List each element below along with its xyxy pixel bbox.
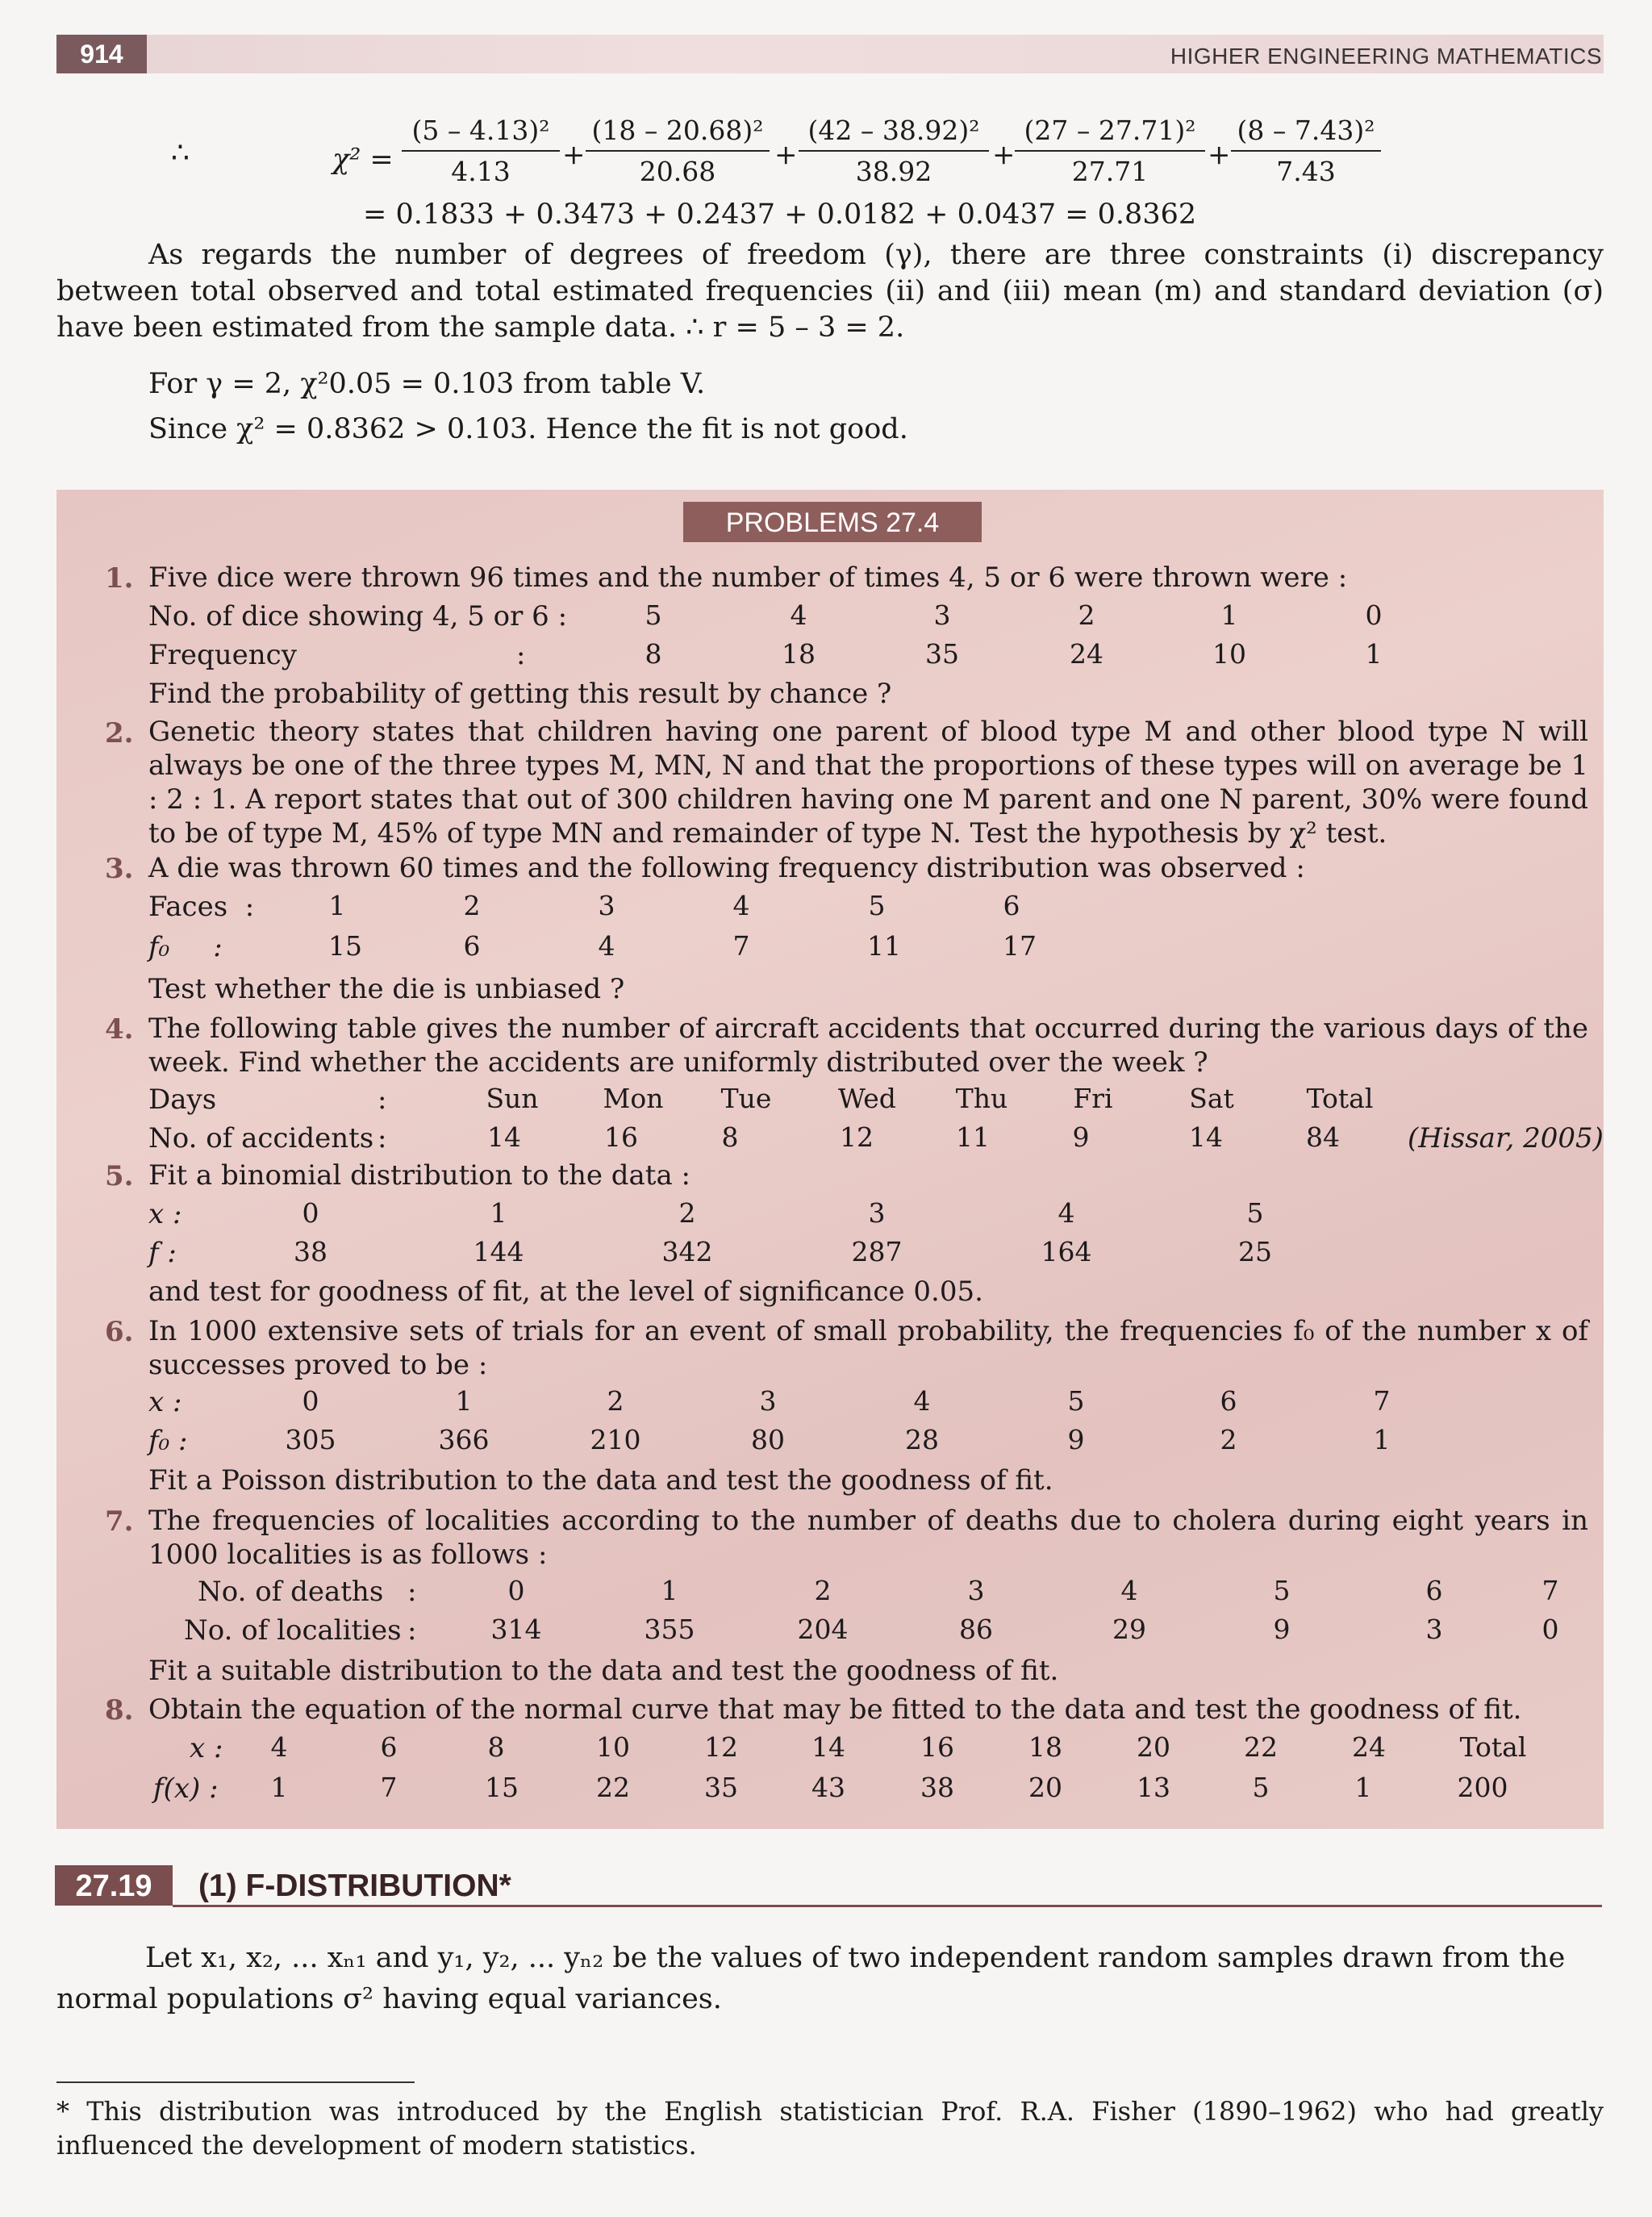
problem-question: Find the probability of getting this result by chance ?: [148, 678, 892, 710]
problem-text: Fit a binomial distribution to the data :: [148, 1159, 690, 1192]
table-cell: 18: [782, 638, 816, 670]
table-cell: 1: [1373, 1424, 1391, 1455]
table-row-label: No. of deaths: [198, 1576, 384, 1608]
table-cell: 8: [487, 1731, 505, 1763]
fraction-term-3: [799, 111, 989, 192]
section-title: (1) F-DISTRIBUTION*: [198, 1868, 511, 1903]
table-cell: 287: [851, 1236, 903, 1267]
table-cell: 24: [1070, 638, 1103, 670]
table-cell: 1: [270, 1772, 288, 1803]
table-cell: 16: [920, 1731, 954, 1763]
table-row-label: No. of dice showing 4, 5 or 6 :: [148, 600, 568, 633]
table-cell: 17: [1003, 930, 1037, 962]
fraction-numerator: (42 – 38.92)²: [799, 111, 989, 152]
table-cell: 0: [302, 1197, 319, 1229]
problems-title: PROBLEMS 27.4: [683, 502, 982, 542]
table-cell: 7: [380, 1772, 398, 1803]
problem-number: 8.: [105, 1694, 134, 1726]
table-cell: 5: [1246, 1197, 1264, 1229]
table-cell: 3: [868, 1197, 886, 1229]
table-colon: :: [516, 639, 526, 671]
table-cell: 2: [463, 890, 481, 921]
table-cell: 1: [490, 1197, 507, 1229]
table-cell: Wed: [838, 1083, 896, 1114]
table-cell: 13: [1137, 1772, 1170, 1803]
section-number: 27.19: [55, 1865, 173, 1906]
table-cell: 2: [1220, 1424, 1237, 1455]
problem-number: 5.: [105, 1160, 134, 1192]
table-row-label: No. of accidents: [148, 1122, 374, 1154]
table-cell: 18: [1028, 1731, 1062, 1763]
table-row-label: f :: [148, 1237, 177, 1269]
chi-square-lhs: χ² =: [332, 144, 394, 176]
fraction-term-4: [1015, 111, 1205, 192]
table-cell: 38: [920, 1772, 954, 1803]
table-cell: 0: [1541, 1614, 1559, 1645]
table-cell: 1: [1365, 638, 1383, 670]
table-cell: 10: [1212, 638, 1246, 670]
table-cell: 210: [590, 1424, 641, 1455]
table-cell: 2: [814, 1575, 832, 1606]
table-cell: 6: [1003, 890, 1020, 921]
table-cell: 1: [661, 1575, 678, 1606]
fraction-term-1: [402, 111, 560, 192]
for-gamma-line: For γ = 2, χ²0.05 = 0.103 from table V.: [148, 368, 706, 400]
chi-square-result: = 0.1833 + 0.3473 + 0.2437 + 0.0182 + 0.0437 = 0.8362: [363, 198, 1197, 231]
table-cell: 366: [438, 1424, 490, 1455]
fraction-numerator: (5 – 4.13)²: [402, 111, 560, 152]
table-cell: 6: [1220, 1385, 1237, 1417]
table-colon: :: [407, 1614, 417, 1647]
table-cell: 3: [598, 890, 615, 921]
problem-number: 6.: [105, 1316, 134, 1348]
fraction-denominator: 27.71: [1071, 156, 1149, 187]
table-cell: 8: [721, 1121, 739, 1153]
footnote-rule: [56, 2081, 415, 2083]
table-cell: 12: [840, 1121, 874, 1153]
table-cell: 35: [704, 1772, 738, 1803]
footnote: * This distribution was introduced by the English statistician Prof. R.A. Fisher (1890–1962) who had greatly influenced the development of modern statistics.: [56, 2096, 1604, 2161]
table-cell: 9: [1072, 1121, 1090, 1153]
table-cell: 1: [1354, 1772, 1372, 1803]
fraction-denominator: 20.68: [639, 156, 716, 187]
table-colon: :: [378, 1083, 387, 1116]
problem-number: 4.: [105, 1013, 134, 1046]
table-cell: 22: [1244, 1731, 1278, 1763]
table-cell: Fri: [1073, 1083, 1113, 1114]
table-cell: 7: [732, 930, 750, 962]
table-cell: 3: [933, 599, 951, 631]
table-cell: Total: [1459, 1731, 1527, 1763]
table-cell: 3: [759, 1385, 777, 1417]
table-row-label: Faces :: [148, 891, 255, 923]
table-cell: 5: [645, 599, 662, 631]
table-cell: 3: [967, 1575, 985, 1606]
table-cell: 314: [490, 1614, 542, 1645]
table-cell: Thu: [955, 1083, 1008, 1114]
table-cell: 7: [1541, 1575, 1559, 1606]
problem-text: A die was thrown 60 times and the following frequency distribution was observed :: [148, 852, 1305, 884]
table-cell: 4: [270, 1731, 288, 1763]
table-row-label: No. of localities: [184, 1614, 402, 1647]
table-cell: 15: [328, 930, 362, 962]
table-colon: :: [407, 1576, 417, 1608]
table-cell: 5: [868, 890, 886, 921]
table-cell: Sun: [486, 1083, 539, 1114]
table-row-label: x :: [148, 1198, 182, 1230]
table-cell: 16: [604, 1121, 638, 1153]
fraction-numerator: (18 – 20.68)²: [586, 111, 770, 152]
table-cell: 4: [598, 930, 615, 962]
table-row-label: Frequency: [148, 639, 297, 671]
table-cell: 200: [1457, 1772, 1508, 1803]
problem-text: Genetic theory states that children having one parent of blood type M and other blood type N will always be one of the three types M, MN, N and that the proportions of these types will on average be 1 : 2 : 1. A report states that out of 300 children having one M parent and one N parent, 30% were found to be of type M, 45% of type MN and remainder of type N. Test the hypothesis by χ² test.: [148, 716, 1588, 850]
table-cell: 7: [1373, 1385, 1391, 1417]
table-cell: 0: [302, 1385, 319, 1417]
table-cell: 9: [1273, 1614, 1291, 1645]
table-cell: 20: [1137, 1731, 1170, 1763]
table-cell: 20: [1028, 1772, 1062, 1803]
table-cell: 14: [811, 1731, 845, 1763]
table-cell: 4: [732, 890, 750, 921]
table-cell: 6: [1425, 1575, 1443, 1606]
table-cell: 8: [645, 638, 662, 670]
book-title: HIGHER ENGINEERING MATHEMATICS: [1170, 44, 1602, 69]
section-text-line: normal populations σ² having equal variances.: [56, 1983, 722, 2015]
table-cell: 204: [797, 1614, 849, 1645]
table-cell: 29: [1112, 1614, 1146, 1645]
fraction-numerator: (8 – 7.43)²: [1231, 111, 1381, 152]
table-row-label: f(x) :: [153, 1772, 219, 1805]
problem-number: 1.: [105, 562, 134, 595]
table-cell: 14: [1189, 1121, 1223, 1153]
table-cell: 11: [956, 1121, 990, 1153]
problem-text: Five dice were thrown 96 times and the number of times 4, 5 or 6 were thrown were :: [148, 562, 1348, 594]
table-cell: 1: [455, 1385, 473, 1417]
fraction-numerator: (27 – 27.71)²: [1015, 111, 1205, 152]
problem-text: The frequencies of localities according to the number of deaths due to cholera during eight years in 1000 localities is as follows :: [148, 1505, 1588, 1571]
table-cell: 144: [473, 1236, 524, 1267]
problem-text: The following table gives the number of aircraft accidents that occurred during the various days of the week. Find whether the accidents are uniformly distributed over the week ?: [148, 1012, 1588, 1079]
table-colon: :: [378, 1122, 387, 1154]
table-cell: 22: [596, 1772, 630, 1803]
table-cell: 84: [1306, 1121, 1340, 1153]
page-number: 914: [56, 35, 147, 73]
table-cell: 28: [905, 1424, 939, 1455]
fraction-denominator: 4.13: [451, 156, 511, 187]
table-cell: 2: [1078, 599, 1095, 631]
problem-number: 2.: [105, 717, 134, 749]
table-cell: 3: [1425, 1614, 1443, 1645]
table-cell: 2: [678, 1197, 696, 1229]
table-cell: 5: [1067, 1385, 1085, 1417]
table-row-label: f₀ :: [148, 1425, 188, 1457]
table-cell: 164: [1041, 1236, 1092, 1267]
plus-sign: +: [774, 139, 798, 171]
fraction-denominator: 38.92: [855, 156, 932, 187]
table-cell: 6: [463, 930, 481, 962]
table-row-label: Days: [148, 1083, 217, 1116]
problem-text: In 1000 extensive sets of trials for an event of small probability, the frequencies f₀ of the number x of successes proved to be :: [148, 1315, 1588, 1381]
plus-sign: +: [562, 139, 586, 171]
table-cell: 5: [1273, 1575, 1291, 1606]
table-cell: 38: [294, 1236, 327, 1267]
table-cell: 4: [1058, 1197, 1075, 1229]
fraction-term-5: [1231, 111, 1381, 192]
therefore-symbol: ∴: [171, 136, 190, 169]
table-cell: Tue: [720, 1083, 772, 1114]
plus-sign: +: [1208, 139, 1231, 171]
plus-sign: +: [992, 139, 1016, 171]
table-cell: Total: [1306, 1083, 1374, 1114]
table-row-label: x :: [190, 1732, 223, 1764]
table-cell: 43: [811, 1772, 845, 1803]
table-cell: 25: [1238, 1236, 1272, 1267]
table-cell: 12: [704, 1731, 738, 1763]
problem-text: Obtain the equation of the normal curve that may be fitted to the data and test the goodness of fit.: [148, 1693, 1522, 1726]
table-cell: 0: [1365, 599, 1383, 631]
table-cell: 6: [380, 1731, 398, 1763]
table-cell: 35: [925, 638, 959, 670]
table-cell: 80: [751, 1424, 785, 1455]
table-cell: 0: [507, 1575, 525, 1606]
table-cell: 2: [607, 1385, 624, 1417]
problem-number: 7.: [105, 1505, 134, 1538]
table-cell: 24: [1352, 1731, 1386, 1763]
table-cell: 10: [596, 1731, 630, 1763]
table-cell: Sat: [1189, 1083, 1234, 1114]
fraction-denominator: 7.43: [1276, 156, 1336, 187]
table-cell: 4: [913, 1385, 931, 1417]
table-cell: 15: [485, 1772, 519, 1803]
since-chi-line: Since χ² = 0.8362 > 0.103. Hence the fit is not good.: [148, 413, 908, 445]
table-cell: 5: [1252, 1772, 1270, 1803]
table-cell: 1: [1220, 599, 1238, 631]
problem-number: 3.: [105, 853, 134, 885]
table-cell: 4: [790, 599, 807, 631]
table-cell: 305: [285, 1424, 336, 1455]
table-cell: 14: [487, 1121, 521, 1153]
problem-tail: Fit a suitable distribution to the data and test the goodness of fit.: [148, 1655, 1059, 1687]
table-cell: 11: [867, 930, 901, 962]
source-citation: (Hissar, 2005): [1408, 1122, 1604, 1154]
table-cell: 342: [661, 1236, 713, 1267]
problem-question: Test whether the die is unbiased ?: [148, 973, 625, 1005]
section-text-line: Let x₁, x₂, ... xₙ₁ and y₁, y₂, ... yₙ₂ be the values of two independent random samples drawn from the: [145, 1942, 1566, 1974]
problem-tail: and test for goodness of fit, at the level of significance 0.05.: [148, 1276, 983, 1308]
section-rule: [173, 1905, 1602, 1907]
table-cell: 355: [644, 1614, 695, 1645]
table-row-label: x :: [148, 1386, 182, 1418]
fraction-term-2: [586, 111, 770, 192]
degrees-of-freedom-paragraph: As regards the number of degrees of freedom (γ), there are three constraints (i) discrepancy between total observed and total estimated frequencies (ii) and (iii) mean (m) and standard deviation (σ) have been estimated from the sample data. ∴ r = 5 – 3 = 2.: [56, 239, 1604, 344]
problem-tail: Fit a Poisson distribution to the data and test the goodness of fit.: [148, 1464, 1053, 1497]
table-cell: 1: [328, 890, 346, 921]
table-cell: Mon: [603, 1083, 664, 1114]
table-row-label: f₀ :: [148, 931, 223, 963]
table-cell: 4: [1120, 1575, 1138, 1606]
table-cell: 86: [959, 1614, 993, 1645]
table-cell: 9: [1067, 1424, 1085, 1455]
